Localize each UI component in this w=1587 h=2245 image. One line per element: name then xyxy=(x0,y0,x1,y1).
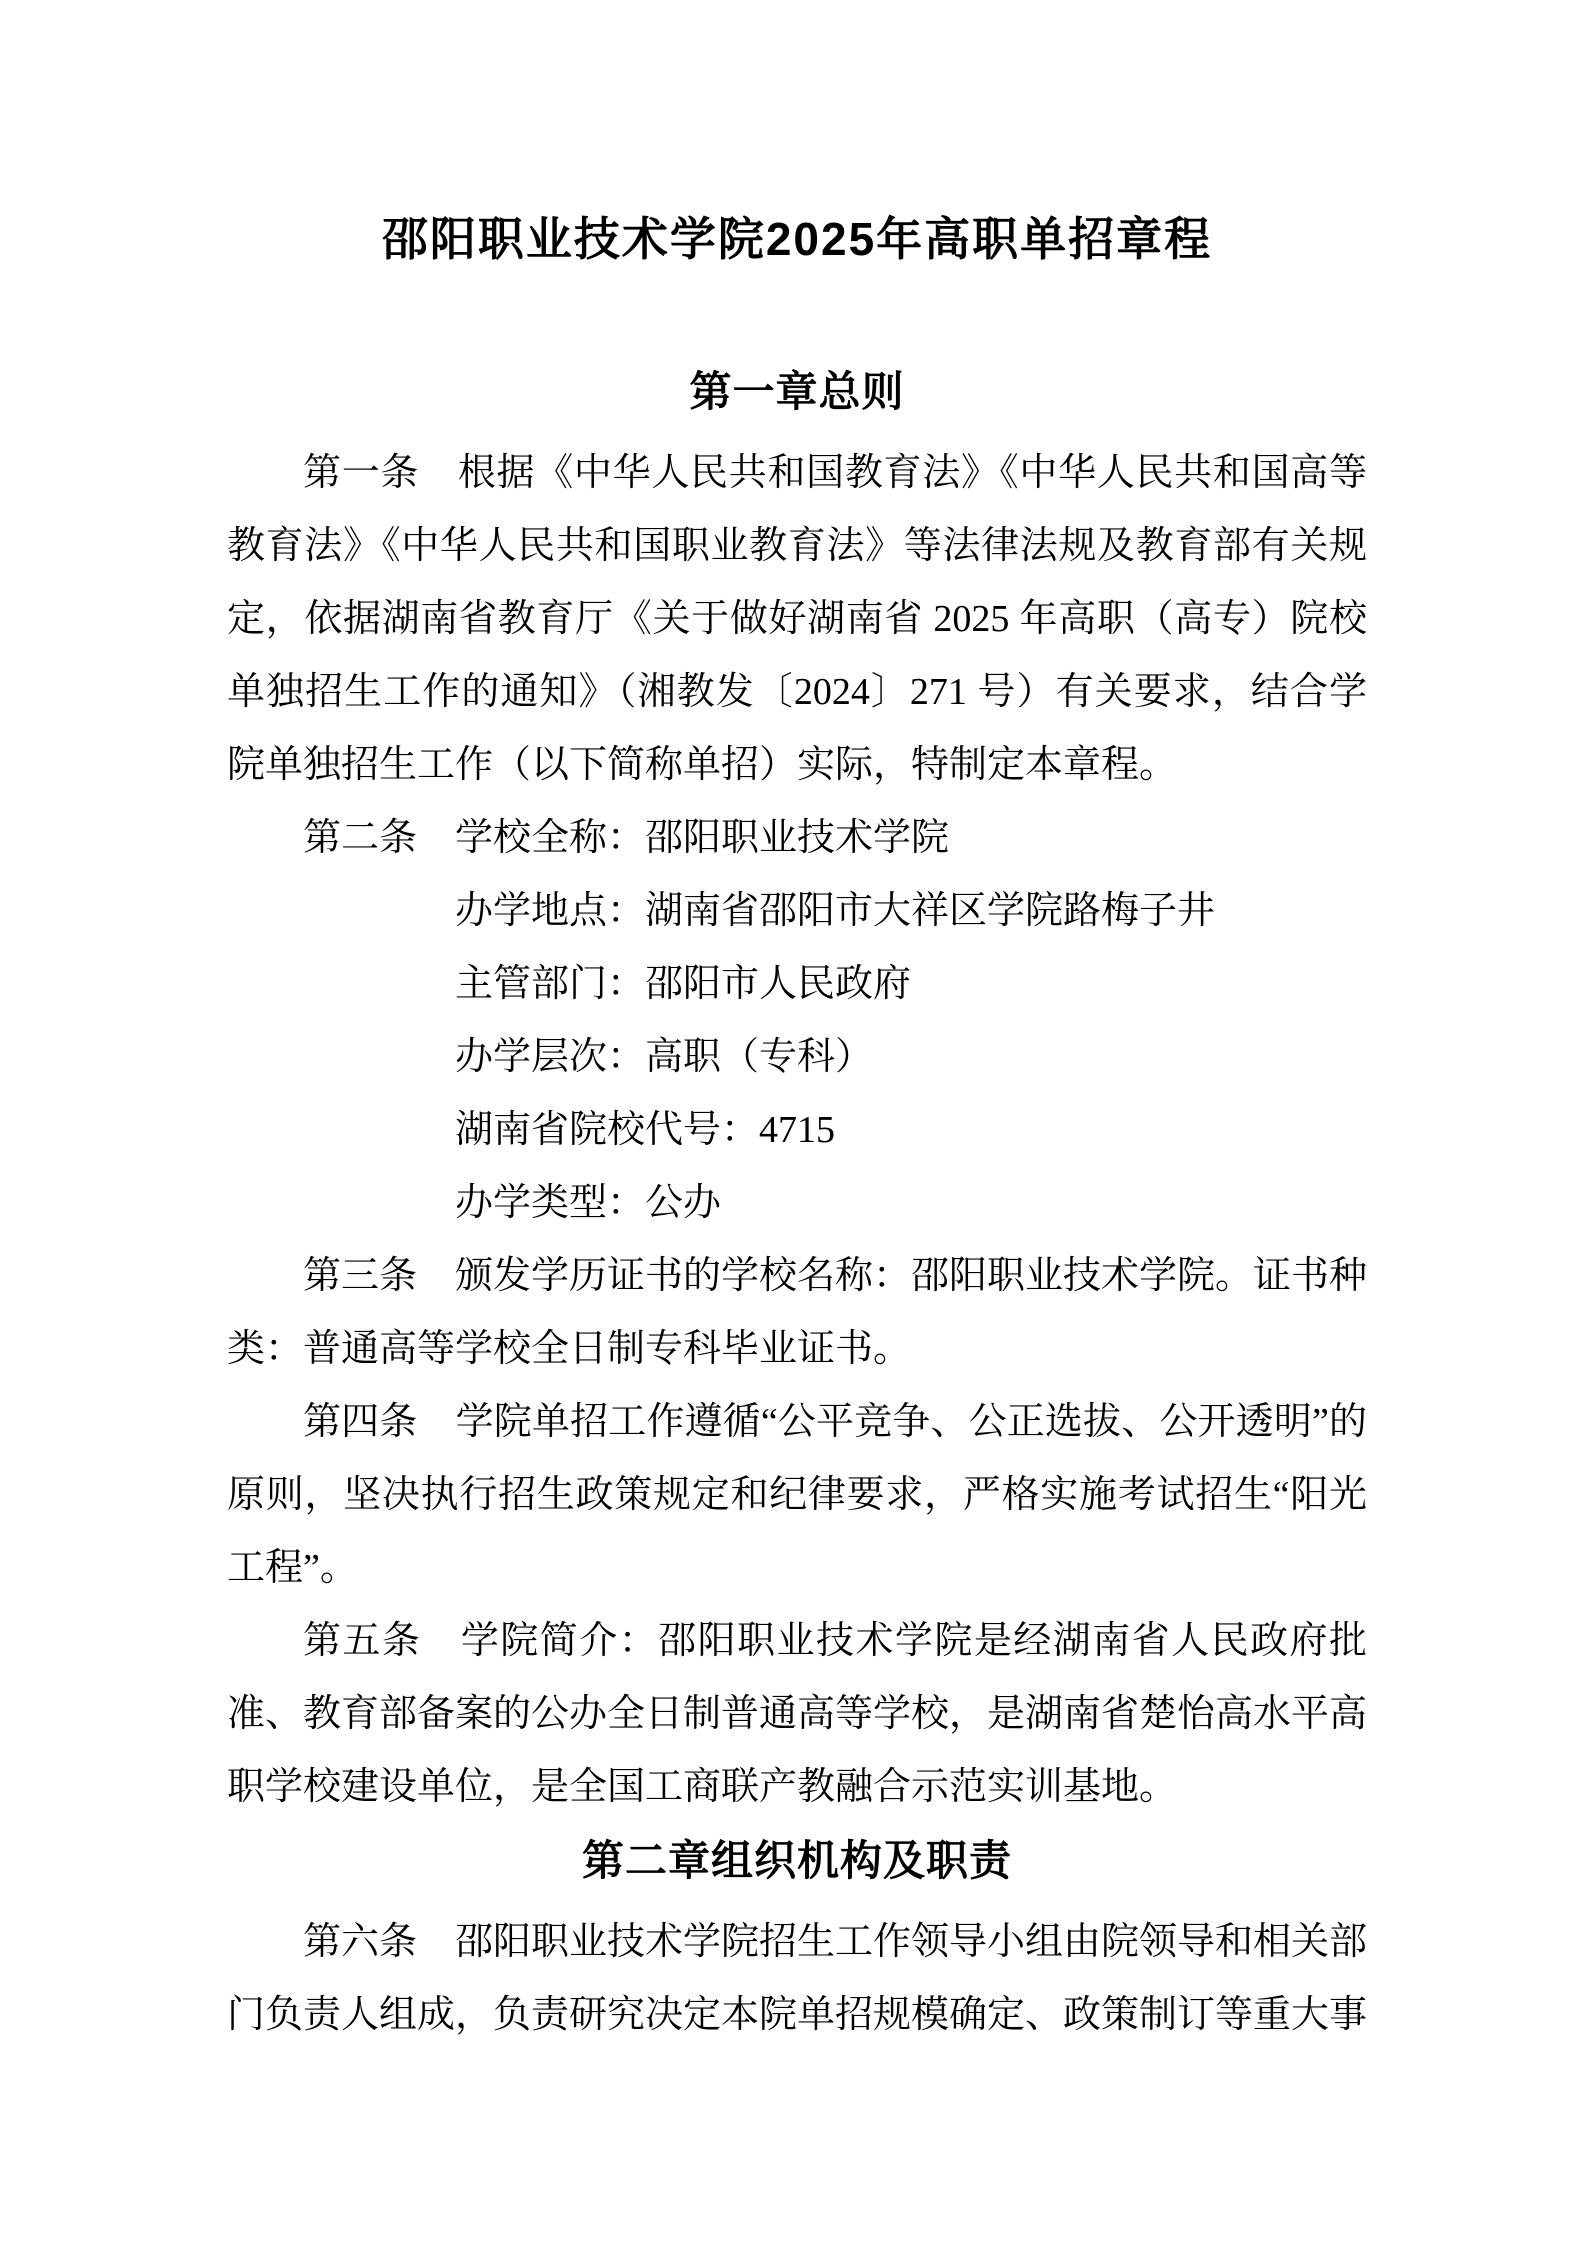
chapter-2-heading: 第二章组织机构及职责 xyxy=(581,1837,1012,1884)
paragraph-school-type: 办学类型：公办 xyxy=(455,1182,722,1224)
paragraph-supervising-department: 主管部门：邵阳市人民政府 xyxy=(455,963,912,1005)
paragraph-school-location: 办学地点：湖南省邵阳市大祥区学院路梅子井 xyxy=(455,890,1216,932)
paragraph-article-1: 第一条 根据《中华人民共和国教育法》《中华人民共和国高等教育法》《中华人民共和国职业教育法》等法律法规及教育部有关规定，依据湖南省教育厅《关于做好湖南省 2025 年高职（高专）院校单独招生工作的通知》（湘教发〔2024〕271 号）有关要求，结合学院单独招生工作（以下简称单招）实际，特制定本章程。 xyxy=(227,452,1367,786)
paragraph-article-5: 第五条 学院简介：邵阳职业技术学院是经湖南省人民政府批准、教育部备案的公办全日制普通高等学校，是湖南省楚怡高水平高职学校建设单位，是全国工商联产教融合示范实训基地。 xyxy=(227,1620,1368,1808)
chapter-organization-duties xyxy=(227,1824,1367,2052)
paragraph-education-level: 办学层次：高职（专科） xyxy=(455,1036,874,1078)
paragraph-article-2: 第二条 学校全称：邵阳职业技术学院 xyxy=(303,817,950,859)
paragraph-school-code: 湖南省院校代号：4715 xyxy=(455,1109,836,1151)
paragraph-article-4: 第四条 学院单招工作遵循“公平竞争、公正选拔、公开透明”的原则，坚决执行招生政策规定和纪律要求，严格实施考试招生“阳光工程”。 xyxy=(227,1401,1367,1589)
paragraph-article-3: 第三条 颁发学历证书的学校名称：邵阳职业技术学院。证书种类：普通高等学校全日制专科毕业证书。 xyxy=(227,1255,1368,1370)
paragraph-article-6: 第六条 邵阳职业技术学院招生工作领导小组由院领导和相关部门负责人组成，负责研究决定本院单招规模确定、政策制订等重大事 xyxy=(227,1921,1368,2036)
chapter-general-provisions xyxy=(227,355,1367,1824)
chapter-1-heading: 第一章总则 xyxy=(689,368,905,415)
document-title: 邵阳职业技术学院2025年高职单招章程 xyxy=(381,213,1213,265)
